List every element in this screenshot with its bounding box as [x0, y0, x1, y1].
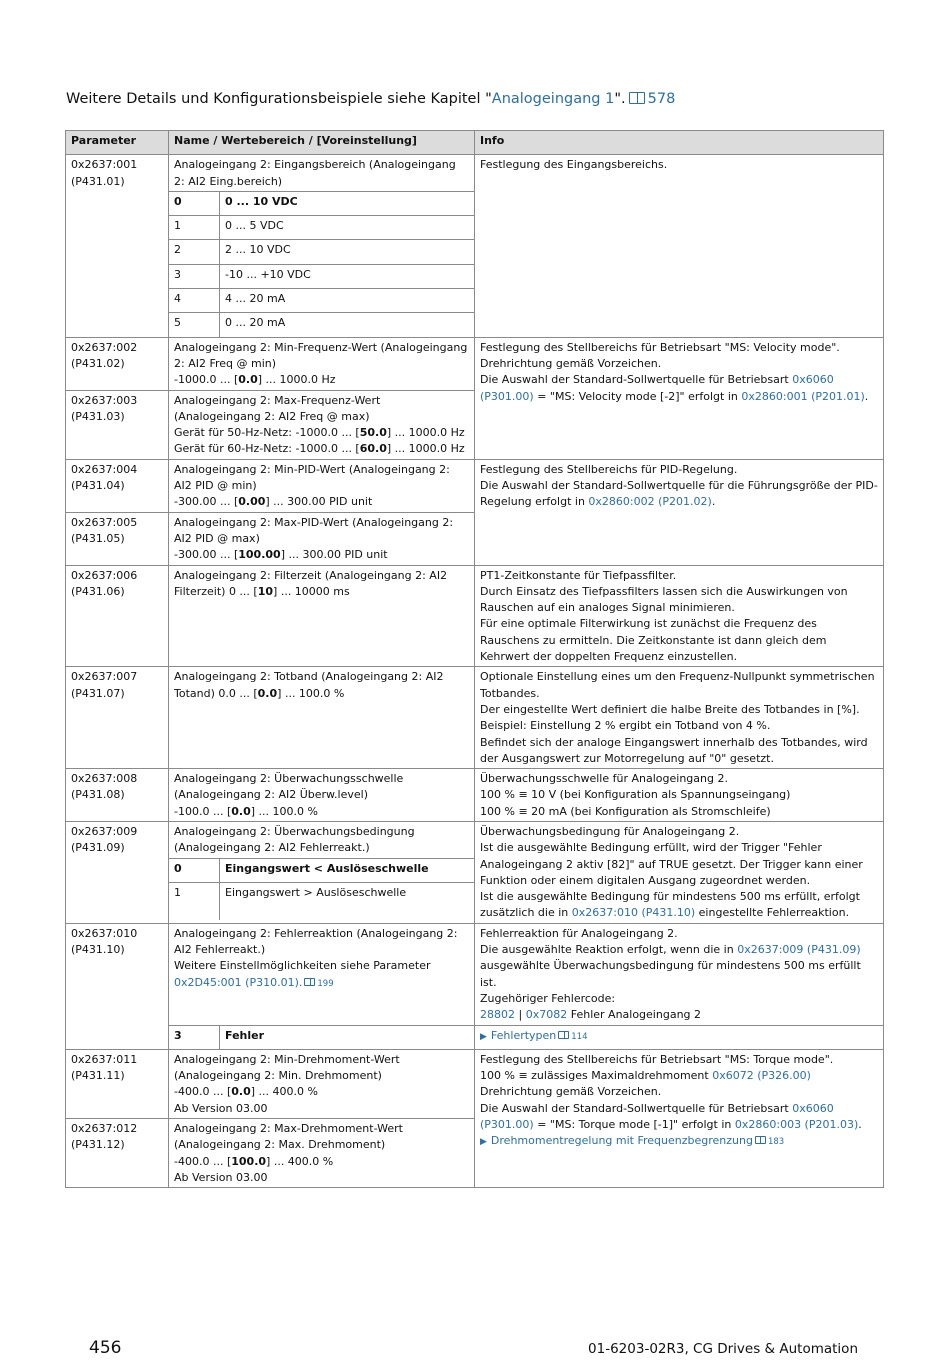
param-id: (P431.10) [71, 943, 125, 957]
param-id: (P431.04) [71, 479, 125, 493]
param-id: (P431.02) [71, 356, 125, 370]
table-row [66, 337, 884, 390]
intro-text [66, 91, 675, 107]
separator: | [518, 1008, 523, 1022]
info-line: Die Auswahl der Standard-Sollwertquelle für Betriebsart [480, 373, 793, 387]
info-line: Überwachungsbedingung für Analogeingang 2. [480, 824, 740, 838]
options-table [169, 1025, 474, 1049]
param-code: 0x2637:004 [71, 462, 138, 476]
range-text: -1000.0 ... [ [174, 373, 239, 387]
range-text: ] ... 1000.0 Hz [257, 373, 336, 387]
default-value: 50.0 [359, 426, 387, 440]
name-cell [169, 1049, 475, 1118]
range-text: ] ... 300.00 PID unit [265, 495, 373, 509]
param-cell [66, 337, 169, 390]
table-row [66, 769, 884, 822]
param-code: 0x2637:001 [71, 158, 138, 172]
option-row [169, 191, 474, 215]
param-link[interactable]: 0x2637:009 (P431.09) [737, 943, 861, 957]
param-name: Analogeingang 2: Filterzeit (Analogeingang 2: AI2 Filterzeit) 0 ... [ [174, 568, 448, 598]
param-id: (P431.08) [71, 788, 125, 802]
param-name: Analogeingang 2: Max-Frequenz-Wert (Analogeingang 2: AI2 Freq @ max) [174, 393, 381, 423]
info-cell [475, 1025, 884, 1049]
name-cell [169, 565, 475, 667]
range-text: -300.00 ... [ [174, 548, 239, 562]
name-cell [169, 512, 475, 565]
header-name: Name / Wertebereich / [Voreinstellung] [169, 131, 475, 155]
param-code: 0x2637:002 [71, 340, 138, 354]
book-icon [629, 92, 645, 104]
option-row [169, 858, 474, 882]
param-name: Analogeingang 2: Min-Drehmoment-Wert (Analogeingang 2: Min. Drehmoment) [174, 1052, 400, 1083]
param-name: Analogeingang 2: Min-Frequenz-Wert (Analogeingang 2: AI2 Freq @ min) [174, 340, 468, 370]
table-row [66, 821, 884, 923]
option-row [169, 882, 474, 920]
info-cell: Festlegung des Eingangsbereichs. [475, 155, 884, 337]
option-key: 3 [169, 1025, 220, 1049]
param-name: Analogeingang 2: Min-PID-Wert (Analogeingang 2: AI2 PID @ min) [174, 462, 450, 493]
intro-suffix: ". [614, 91, 626, 107]
param-link[interactable]: 0x6060 (P301.00) [480, 373, 834, 403]
option-row [169, 313, 474, 337]
param-code: 0x2637:010 [71, 926, 138, 940]
param-name: Analogeingang 2: Max-Drehmoment-Wert (Analogeingang 2: Max. Drehmoment) [174, 1122, 403, 1152]
info-line: . [858, 1118, 862, 1132]
book-icon [755, 1136, 766, 1144]
name-cell [169, 769, 475, 822]
range-text: ] ... 400.0 % [250, 1085, 318, 1099]
option-value: 2 ... 10 VDC [220, 240, 475, 264]
option-key: 3 [169, 264, 220, 288]
param-name: Analogeingang 2: Überwachungsbedingung (Analogeingang 2: AI2 Fehlerreakt.) [174, 824, 415, 855]
range-text: ] ... 300.00 PID unit [280, 548, 388, 562]
default-value: 0.0 [231, 1085, 251, 1099]
info-line: Weitere Einstellmöglichkeiten siehe Parameter [174, 959, 431, 973]
table-row [66, 565, 884, 667]
param-cell [66, 512, 169, 565]
version-text: Ab Version 03.00 [174, 1101, 268, 1115]
param-cell [66, 821, 169, 923]
info-line: Drehrichtung gemäß Vorzeichen. [480, 356, 662, 370]
param-cell [66, 155, 169, 337]
info-cell [475, 821, 884, 923]
info-line: Zugehöriger Fehlercode: [480, 991, 616, 1005]
table-row [66, 923, 884, 1025]
info-cell [475, 923, 884, 1025]
option-key: 2 [169, 240, 220, 264]
name-cell [169, 923, 475, 1025]
param-code: 0x2637:006 [71, 568, 138, 582]
range-text: ] ... 1000.0 Hz [386, 426, 465, 440]
range-text: ] ... 400.0 % [266, 1154, 334, 1168]
option-key: 5 [169, 313, 220, 337]
options-table [169, 191, 474, 337]
info-line: Ist die ausgewählte Bedingung für mindestens 500 ms erfüllt, erfolgt zusätzlich die in [480, 890, 860, 920]
info-line: Optionale Einstellung eines um den Frequenz-Nullpunkt symmetrischen Totbandes. [480, 670, 875, 700]
param-name: Analogeingang 2: Totband (Analogeingang 2: AI2 Totand) 0.0 ... [ [174, 670, 444, 700]
range-text: ] ... 100.0 % [250, 804, 318, 818]
option-row [169, 264, 474, 288]
option-value: 0 ... 20 mA [220, 313, 475, 337]
param-cell [66, 1049, 169, 1118]
info-cell [475, 459, 884, 565]
param-link[interactable]: 0x2860:002 (P201.02) [588, 495, 712, 509]
info-line: Fehler Analogeingang 2 [567, 1008, 702, 1022]
param-id: (P431.11) [71, 1069, 125, 1083]
range-text: -300.00 ... [ [174, 495, 239, 509]
info-line: = "MS: Velocity mode [-2]" erfolgt in [533, 389, 742, 403]
param-cell [66, 769, 169, 822]
default-value: 10 [257, 584, 274, 598]
param-code: 0x2637:003 [71, 393, 138, 407]
param-code: 0x2637:008 [71, 772, 138, 786]
table-row [66, 155, 884, 337]
info-line: Befindet sich der analoge Eingangswert innerhalb des Totbandes, wird der Ausgangswert zur Motorregelung auf "0" gesetzt. [480, 735, 868, 765]
param-code: 0x2637:007 [71, 670, 138, 684]
page-ref-link[interactable]: 199 [317, 978, 334, 989]
info-line: Die Auswahl der Standard-Sollwertquelle für die Führungsgröße der PID-Regelung erfolgt in [480, 479, 878, 509]
info-line: PT1-Zeitkonstante für Tiefpassfilter. [480, 568, 677, 582]
default-value: 100.00 [238, 548, 281, 562]
range-text: Gerät für 50-Hz-Netz: -1000.0 ... [ [174, 426, 360, 440]
option-value: 0 ... 5 VDC [220, 216, 475, 240]
table-row [66, 1049, 884, 1118]
info-line: . [711, 495, 716, 509]
info-line: 100 % ≡ 10 V (bei Konfiguration als Spannungseingang) [480, 788, 791, 802]
default-value: 0.0 [231, 804, 251, 818]
param-link[interactable]: 0x2860:003 (P201.03) [734, 1118, 859, 1132]
param-cell [66, 923, 169, 1049]
name-cell [169, 1119, 475, 1188]
param-cell [66, 667, 169, 769]
name-cell [169, 1025, 475, 1049]
info-cell [475, 565, 884, 667]
version-text: Ab Version 03.00 [174, 1170, 268, 1184]
info-cell [475, 667, 884, 769]
info-line: Durch Einsatz des Tiefpassfilters lassen sich die Auswirkungen von Rauschen auf ein analoges Signal minimieren. [480, 584, 848, 615]
option-key: 0 [169, 191, 220, 215]
name-cell [169, 459, 475, 512]
info-line: . [864, 389, 869, 403]
name-cell [169, 390, 475, 459]
header-parameter: Parameter [66, 131, 169, 155]
param-code: 0x2637:009 [71, 824, 138, 838]
param-name: Analogeingang 2: Fehlerreaktion (Analogeingang 2: AI2 Fehlerreakt.) [174, 926, 458, 957]
option-key: 4 [169, 289, 220, 313]
param-code: 0x2637:012 [71, 1122, 138, 1136]
name-cell [169, 337, 475, 390]
option-key: 1 [169, 216, 220, 240]
info-line: 100 % ≡ 20 mA (bei Konfiguration als Stromschleife) [480, 804, 771, 818]
info-line: Die ausgewählte Reaktion erfolgt, wenn die in [480, 943, 738, 957]
info-line: Ist die ausgewählte Bedingung erfüllt, wird der Trigger "Fehler Analogeingang 2 aktiv [82]" auf TRUE gesetzt. Der Trigger kann einer Funktion oder einem digitalen Ausgang zugeordnet werden. [480, 841, 863, 887]
param-cell [66, 1119, 169, 1188]
info-cell [475, 769, 884, 822]
info-line: = "MS: Torque mode [-1]" erfolgt in [533, 1118, 735, 1132]
page-ref-link[interactable]: 578 [647, 91, 676, 107]
range-text: ] ... 10000 ms [273, 584, 350, 598]
parameter-table [65, 130, 884, 1188]
option-value: -10 ... +10 VDC [220, 264, 475, 288]
chapter-link[interactable]: Fehlertypen [490, 1028, 557, 1042]
name-cell [169, 155, 475, 337]
param-name: Analogeingang 2: Max-PID-Wert (Analogeingang 2: AI2 PID @ max) [174, 515, 454, 545]
default-value: 0.0 [257, 686, 278, 700]
page-ref-link[interactable]: 114 [571, 1031, 588, 1042]
param-cell [66, 565, 169, 667]
info-line: Für eine optimale Filterwirkung ist zunächst die Frequenz des Rauschens zu ermitteln. Die Zeitkonstante ist dann gleich dem Kehrwert der doppelten Frequenz einzustellen. [480, 617, 827, 664]
default-value: 60.0 [359, 442, 387, 456]
options-table [169, 858, 474, 920]
param-id: (P431.01) [71, 174, 125, 188]
param-link[interactable]: 0x6072 (P326.00) [712, 1069, 811, 1083]
option-value: 4 ... 20 mA [220, 289, 475, 313]
range-text: Gerät für 60-Hz-Netz: -1000.0 ... [ [174, 442, 360, 456]
option-value: Eingangswert < Auslöseschwelle [220, 858, 475, 882]
info-line: Beispiel: Einstellung 2 % ergibt ein Totband von 4 %. [480, 719, 771, 733]
table-row [66, 1025, 884, 1049]
book-icon [304, 978, 315, 986]
info-line: 100 % ≡ zulässiges Maximaldrehmoment [480, 1069, 713, 1083]
range-text: -100.0 ... [ [174, 804, 232, 818]
param-cell [66, 459, 169, 512]
error-code-link[interactable]: 28802 [480, 1008, 515, 1022]
triangle-right-icon: ▶ [480, 1031, 487, 1042]
option-row [169, 240, 474, 264]
param-cell [66, 390, 169, 459]
param-id: (P431.07) [71, 686, 125, 700]
info-line: Die Auswahl der Standard-Sollwertquelle für Betriebsart [480, 1101, 793, 1115]
option-row [169, 216, 474, 240]
range-text: -400.0 ... [ [174, 1085, 232, 1099]
info-cell [475, 337, 884, 459]
param-code: 0x2637:005 [71, 515, 138, 529]
option-key: 0 [169, 858, 220, 882]
intro-prefix: Weitere Details und Konfigurationsbeispiele siehe Kapitel " [66, 91, 492, 107]
param-name: Analogeingang 2: Eingangsbereich (Analogeingang 2: AI2 Eing.bereich) [174, 158, 456, 188]
option-key: 1 [169, 882, 220, 920]
param-link[interactable]: 0x6060 (P301.00) [480, 1101, 834, 1132]
info-line: Festlegung des Stellbereichs für Betriebsart "MS: Torque mode". [480, 1052, 834, 1066]
book-icon [558, 1031, 569, 1039]
info-line: Der eingestellte Wert definiert die halbe Breite des Totbandes in [%]. [480, 702, 860, 716]
range-text: -400.0 ... [ [174, 1154, 232, 1168]
info-line: eingestellte Fehlerreaktion. [695, 906, 850, 920]
option-row [169, 1025, 474, 1049]
header-info: Info [475, 131, 884, 155]
param-id: (P431.12) [71, 1138, 125, 1152]
param-id: (P431.05) [71, 531, 125, 545]
param-id: (P431.06) [71, 584, 125, 598]
range-text: ] ... 100.0 % [277, 686, 345, 700]
option-value: Fehler [220, 1025, 475, 1049]
info-cell [475, 1049, 884, 1187]
range-text: ] ... 1000.0 Hz [386, 442, 465, 456]
triangle-right-icon: ▶ [480, 1137, 487, 1148]
param-link[interactable]: 0x2D45:001 (P310.01). [174, 975, 303, 989]
table-header-row [66, 131, 884, 155]
option-row [169, 289, 474, 313]
info-line: Überwachungsschwelle für Analogeingang 2. [480, 772, 728, 786]
error-code-link[interactable]: 0x7082 [525, 1008, 568, 1022]
table-row [66, 667, 884, 769]
param-link[interactable]: 0x2637:010 (P431.10) [571, 906, 696, 920]
page-ref-link[interactable]: 183 [767, 1137, 785, 1148]
info-line: Fehlerreaktion für Analogeingang 2. [480, 926, 678, 940]
info-line: Festlegung des Stellbereichs für PID-Regelung. [480, 462, 738, 476]
default-value: 100.0 [231, 1154, 267, 1168]
default-value: 0.0 [238, 373, 258, 387]
param-name: Analogeingang 2: Überwachungsschwelle (Analogeingang 2: AI2 Überw.level) [174, 772, 404, 802]
name-cell [169, 821, 475, 923]
page-number: 456 [89, 1338, 122, 1358]
option-value: 0 ... 10 VDC [220, 191, 475, 215]
link-analogeingang-1[interactable]: Analogeingang 1 [491, 91, 615, 107]
param-code: 0x2637:011 [71, 1052, 138, 1066]
info-line: Drehrichtung gemäß Vorzeichen. [480, 1085, 662, 1099]
param-id: (P431.03) [71, 409, 125, 423]
info-line: ausgewählte Überwachungsbedingung für mindestens 500 ms erfüllt ist. [480, 959, 861, 989]
param-link[interactable]: 0x2860:001 (P201.01) [741, 389, 865, 403]
document-id: 01-6203-02R3, CG Drives & Automation [588, 1341, 858, 1357]
default-value: 0.00 [238, 495, 266, 509]
param-id: (P431.09) [71, 841, 125, 855]
chapter-link[interactable]: Drehmomentregelung mit Frequenzbegrenzung [490, 1134, 753, 1148]
table-row [66, 459, 884, 512]
name-cell [169, 667, 475, 769]
option-value: Eingangswert > Auslöseschwelle [220, 882, 475, 920]
info-line: Festlegung des Stellbereichs für Betriebsart "MS: Velocity mode". [480, 340, 840, 354]
